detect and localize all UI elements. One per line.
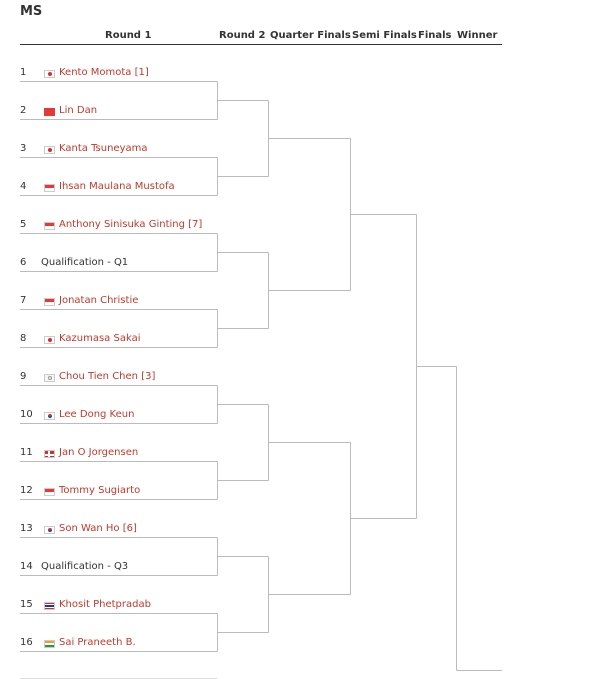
player-link[interactable]: Lee Dong Keun [59, 409, 135, 420]
seed-number: 13 [20, 523, 33, 534]
seed-number: 2 [20, 105, 27, 116]
qualifier-label: Qualification - Q3 [41, 561, 129, 572]
seed-number: 3 [20, 143, 27, 154]
header-winner: Winner [457, 30, 498, 41]
seed-number: 16 [20, 637, 33, 648]
header-semi-finals: Semi Finals [352, 30, 417, 41]
seed-number: 14 [20, 561, 33, 572]
player-link[interactable]: Son Wan Ho [6] [59, 523, 137, 534]
seed-number: 6 [20, 257, 27, 268]
player-link[interactable]: Jan O Jorgensen [59, 447, 139, 458]
seed-number: 1 [20, 67, 27, 78]
player-link[interactable]: Sai Praneeth B. [59, 637, 136, 648]
header-quarter-finals: Quarter Finals [270, 30, 351, 41]
seed-number: 10 [20, 409, 33, 420]
player-link[interactable]: Chou Tien Chen [3] [59, 371, 156, 382]
player-link[interactable]: Kanta Tsuneyama [59, 143, 148, 154]
seed-number: 4 [20, 181, 27, 192]
draw-title: MS [20, 4, 43, 19]
seed-number: 15 [20, 599, 33, 610]
qualifier-label: Qualification - Q1 [41, 257, 129, 268]
player-link[interactable]: Lin Dan [59, 105, 98, 116]
header-round-1: Round 1 [105, 30, 152, 41]
header-finals: Finals [418, 30, 452, 41]
player-link[interactable]: Kazumasa Sakai [59, 333, 141, 344]
header-round-2: Round 2 [219, 30, 266, 41]
seed-number: 7 [20, 295, 27, 306]
seed-number: 8 [20, 333, 27, 344]
player-link[interactable]: Khosit Phetpradab [59, 599, 151, 610]
player-link[interactable]: Tommy Sugiarto [59, 485, 141, 496]
player-link[interactable]: Kento Momota [1] [59, 67, 149, 78]
seed-number: 12 [20, 485, 33, 496]
seed-number: 5 [20, 219, 27, 230]
player-link[interactable]: Ihsan Maulana Mustofa [59, 181, 175, 192]
seed-number: 11 [20, 447, 33, 458]
player-link[interactable]: Anthony Sinisuka Ginting [7] [59, 219, 203, 230]
player-link[interactable]: Jonatan Christie [59, 295, 139, 306]
seed-number: 9 [20, 371, 27, 382]
